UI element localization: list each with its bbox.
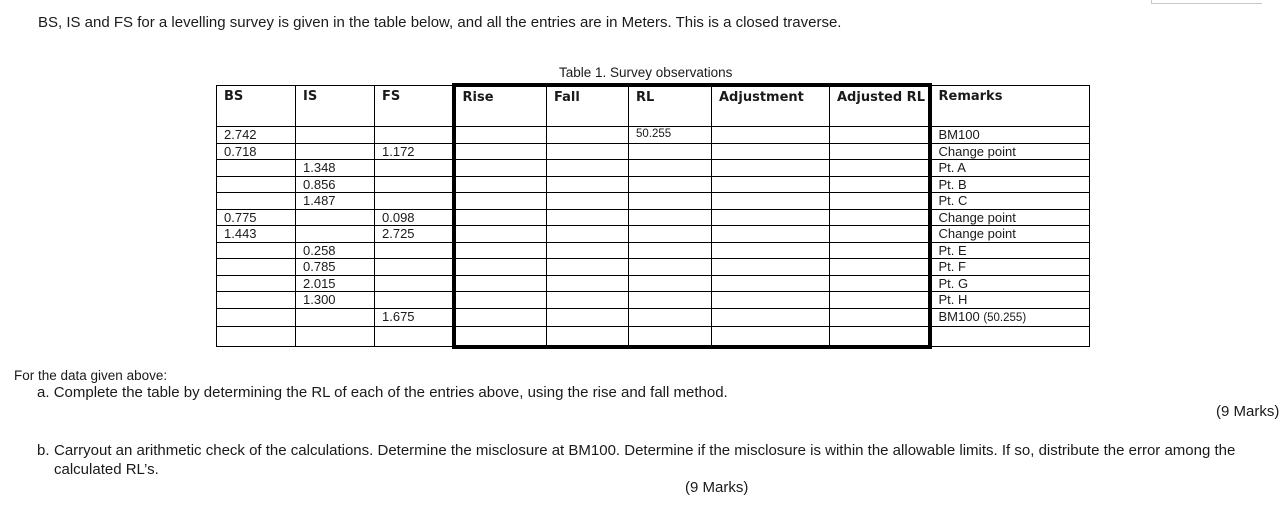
cell-adjusted-rl xyxy=(830,226,930,243)
cell-fs: 1.172 xyxy=(375,143,454,160)
cell-rl xyxy=(629,143,712,160)
cell-is xyxy=(296,209,375,226)
cell-adjusted-rl xyxy=(830,308,930,326)
cell-adjustment xyxy=(712,242,830,259)
cell-fall xyxy=(547,226,629,243)
cell-rise xyxy=(454,176,547,193)
question-b-text: Carryout an arithmetic check of the calculations. Determine the misclosure at BM100. Determine if the misclosure is within the allowable limits. If so, distribute the error among the calculated RL’s. xyxy=(54,442,1236,478)
cell-adjustment xyxy=(712,176,830,193)
cell-adjusted-rl xyxy=(830,176,930,193)
cell-rise xyxy=(454,209,547,226)
table-row xyxy=(217,160,1090,177)
header-remarks: Remarks xyxy=(930,85,1090,127)
header-fs: FS xyxy=(375,85,454,127)
question-a xyxy=(37,384,728,401)
cell-rise xyxy=(454,275,547,292)
top-right-frame xyxy=(1151,0,1262,4)
cell-fs xyxy=(375,275,454,292)
cell-remarks: Pt. G xyxy=(930,275,1090,292)
cell-rise xyxy=(454,242,547,259)
question-a-text: Complete the table by determining the RL of each of the entries above, using the rise and fall method. xyxy=(53,384,728,401)
cell-bs: 1.443 xyxy=(217,226,296,243)
table-row xyxy=(217,242,1090,259)
cell-is xyxy=(296,127,375,144)
cell-fall xyxy=(547,308,629,326)
cell-rl xyxy=(629,242,712,259)
cell-remarks: Pt. C xyxy=(930,193,1090,210)
cell-rise xyxy=(454,259,547,276)
cell-is xyxy=(296,143,375,160)
cell-remarks: Pt. B xyxy=(930,176,1090,193)
cell-is: 1.487 xyxy=(296,193,375,210)
cell-rl xyxy=(629,259,712,276)
cell-fs xyxy=(375,292,454,309)
cell-adjustment xyxy=(712,127,830,144)
table-row xyxy=(217,308,1090,326)
cell-rl xyxy=(629,209,712,226)
cell-remarks: Pt. H xyxy=(930,292,1090,309)
table-row xyxy=(217,143,1090,160)
questions-lead: For the data given above: xyxy=(14,368,168,383)
cell-fs: 2.725 xyxy=(375,226,454,243)
cell-bs xyxy=(217,292,296,309)
cell-is xyxy=(296,308,375,326)
table-row xyxy=(217,259,1090,276)
cell-fall xyxy=(547,143,629,160)
cell-rl xyxy=(629,275,712,292)
cell-fs xyxy=(375,259,454,276)
cell-adjustment xyxy=(712,193,830,210)
cell-bs xyxy=(217,275,296,292)
cell-fall xyxy=(547,209,629,226)
cell-fall xyxy=(547,242,629,259)
question-b-marks: (9 Marks) xyxy=(685,479,749,496)
cell-remarks: Change point xyxy=(930,226,1090,243)
cell-fs xyxy=(375,242,454,259)
cell-adjusted-rl xyxy=(830,193,930,210)
cell-adjustment xyxy=(712,226,830,243)
cell-fs xyxy=(375,176,454,193)
header-bs: BS xyxy=(217,85,296,127)
cell-adjusted-rl xyxy=(830,209,930,226)
cell-fall xyxy=(547,176,629,193)
cell-fall xyxy=(547,275,629,292)
cell-bs: 0.718 xyxy=(217,143,296,160)
cell-fall xyxy=(547,326,629,347)
cell-remarks: Change point xyxy=(930,209,1090,226)
cell-rise xyxy=(454,308,547,326)
cell-rl xyxy=(629,176,712,193)
cell-fs xyxy=(375,160,454,177)
question-b xyxy=(37,441,1252,479)
question-a-marks: (9 Marks) xyxy=(1216,403,1279,420)
cell-bs xyxy=(217,160,296,177)
cell-adjusted-rl xyxy=(830,143,930,160)
cell-adjusted-rl xyxy=(830,259,930,276)
table-row xyxy=(217,326,1090,347)
cell-adjusted-rl xyxy=(830,292,930,309)
cell-fs: 0.098 xyxy=(375,209,454,226)
cell-fs xyxy=(375,193,454,210)
table-body xyxy=(217,127,1090,347)
table-row xyxy=(217,209,1090,226)
table-row xyxy=(217,193,1090,210)
cell-remarks: BM100 xyxy=(930,127,1090,144)
cell-is: 0.856 xyxy=(296,176,375,193)
intro-text: BS, IS and FS for a levelling survey is given in the table below, and all the entries are in Meters. This is a closed traverse. xyxy=(38,14,842,31)
cell-is: 0.785 xyxy=(296,259,375,276)
cell-fall xyxy=(547,127,629,144)
cell-bs xyxy=(217,193,296,210)
cell-fall xyxy=(547,193,629,210)
header-is: IS xyxy=(296,85,375,127)
header-adjustment: Adjustment xyxy=(712,85,830,127)
cell-adjustment xyxy=(712,275,830,292)
cell-is xyxy=(296,326,375,347)
cell-rl xyxy=(629,308,712,326)
cell-bs xyxy=(217,308,296,326)
cell-adjusted-rl xyxy=(830,326,930,347)
cell-is: 1.348 xyxy=(296,160,375,177)
cell-bs xyxy=(217,259,296,276)
header-rl: RL xyxy=(629,85,712,127)
header-rise: Rise xyxy=(454,85,547,127)
cell-fs xyxy=(375,326,454,347)
question-a-label: a. xyxy=(37,384,50,401)
cell-remarks: Pt. F xyxy=(930,259,1090,276)
header-fall: Fall xyxy=(547,85,629,127)
cell-adjustment xyxy=(712,160,830,177)
table-row xyxy=(217,275,1090,292)
cell-is: 1.300 xyxy=(296,292,375,309)
cell-rise xyxy=(454,292,547,309)
cell-rise xyxy=(454,226,547,243)
cell-rise xyxy=(454,143,547,160)
cell-is: 0.258 xyxy=(296,242,375,259)
cell-rl xyxy=(629,193,712,210)
cell-remarks xyxy=(930,326,1090,347)
header-adjusted-rl: Adjusted RL xyxy=(830,85,930,127)
cell-remarks: Pt. E xyxy=(930,242,1090,259)
cell-adjustment xyxy=(712,209,830,226)
cell-rl xyxy=(629,292,712,309)
cell-adjusted-rl xyxy=(830,242,930,259)
table-row xyxy=(217,127,1090,144)
remarks-rl-note: (50.255) xyxy=(983,311,1027,324)
cell-adjusted-rl xyxy=(830,127,930,144)
cell-fs xyxy=(375,127,454,144)
table-row xyxy=(217,176,1090,193)
cell-rise xyxy=(454,160,547,177)
cell-is xyxy=(296,226,375,243)
cell-adjustment xyxy=(712,143,830,160)
cell-rl xyxy=(629,160,712,177)
cell-remarks: Change point xyxy=(930,143,1090,160)
cell-remarks: Pt. A xyxy=(930,160,1090,177)
cell-adjustment xyxy=(712,326,830,347)
cell-bs xyxy=(217,242,296,259)
cell-bs: 2.742 xyxy=(217,127,296,144)
cell-rise xyxy=(454,127,547,144)
cell-fall xyxy=(547,292,629,309)
cell-is: 2.015 xyxy=(296,275,375,292)
table-caption: Table 1. Survey observations xyxy=(559,65,733,80)
cell-bs xyxy=(217,326,296,347)
cell-rl xyxy=(629,226,712,243)
cell-bs: 0.775 xyxy=(217,209,296,226)
cell-adjusted-rl xyxy=(830,160,930,177)
cell-adjustment xyxy=(712,292,830,309)
cell-rise xyxy=(454,193,547,210)
cell-rl xyxy=(629,326,712,347)
question-b-label: b. xyxy=(37,442,50,459)
cell-remarks: BM100 (50.255) xyxy=(930,308,1090,326)
table-header-row xyxy=(217,85,1090,127)
table-row xyxy=(217,292,1090,309)
cell-adjustment xyxy=(712,259,830,276)
table-row xyxy=(217,226,1090,243)
cell-fs: 1.675 xyxy=(375,308,454,326)
cell-rl: 50.255 xyxy=(629,127,712,144)
cell-rise xyxy=(454,326,547,347)
cell-adjustment xyxy=(712,308,830,326)
cell-bs xyxy=(217,176,296,193)
cell-fall xyxy=(547,259,629,276)
cell-adjusted-rl xyxy=(830,275,930,292)
cell-fall xyxy=(547,160,629,177)
survey-table xyxy=(216,83,1090,349)
